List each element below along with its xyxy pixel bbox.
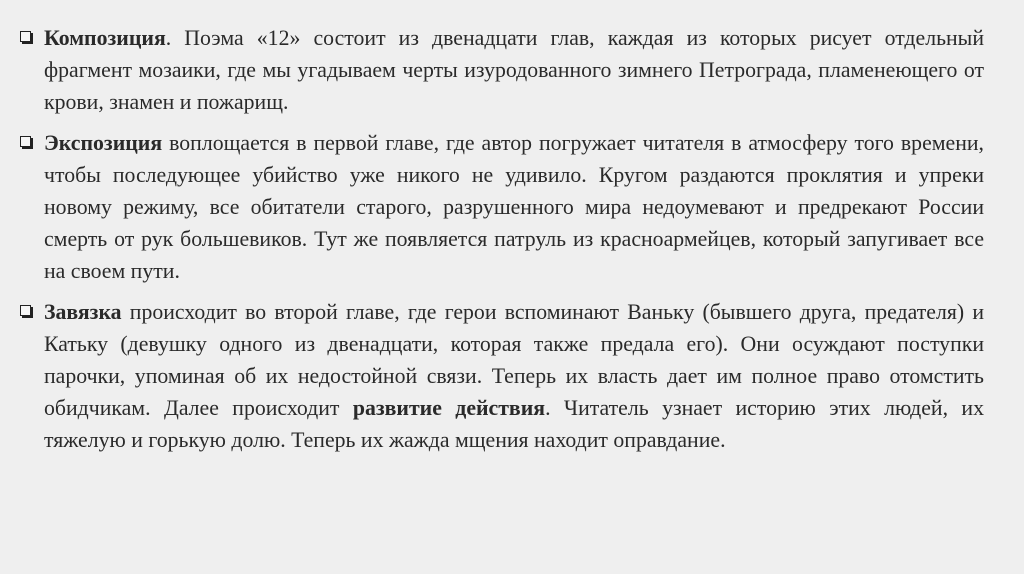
paragraph-text: воплощается в первой главе, где автор погружает читателя в атмосферу того времени, чтобы последующее убийство уже никого не удивило. Кругом раздаются проклятия и упреки новому режиму, все обитатели старого, разрушенного мира недоумевают и предрекают России смерть от рук большевиков. Тут же появляется патруль из красноармейцев, который запугивает все на своем пути.: [44, 131, 984, 283]
paragraph-text: происходит во второй главе, где герои вспоминают Ваньку (бывшего друга, предателя) и Катьку (девушку одного из двенадцати, которая также предала его). Они осуждают поступки парочки, упоминая об их недостойной связи. Теперь их власть дает им полное право отомстить обидчикам. Далее происходит: [44, 300, 984, 420]
paragraph-plot: [18, 296, 984, 456]
term-composition: Композиция: [44, 26, 166, 50]
term-development: развитие действия: [352, 396, 546, 420]
checkbox-bullet-icon: [20, 31, 31, 42]
paragraph-text-end: . Читатель узнает историю этих людей, их тяжелую и горькую долю. Теперь их жажда мщения находит оправдание.: [44, 396, 984, 452]
paragraph-composition: [18, 22, 984, 118]
term-plot: Завязка: [44, 300, 122, 324]
checkbox-bullet-icon: [20, 305, 31, 316]
paragraph-text: . Поэма «12» состоит из двенадцати глав, каждая из которых рисует отдельный фрагмент мозаики, где мы угадываем черты изуродованного зимнего Петрограда, пламенеющего от крови, знамен и пожарищ.: [44, 26, 984, 114]
checkbox-bullet-icon: [20, 136, 31, 147]
paragraph-exposition: [18, 127, 984, 287]
term-exposition: Экспозиция: [44, 131, 163, 155]
